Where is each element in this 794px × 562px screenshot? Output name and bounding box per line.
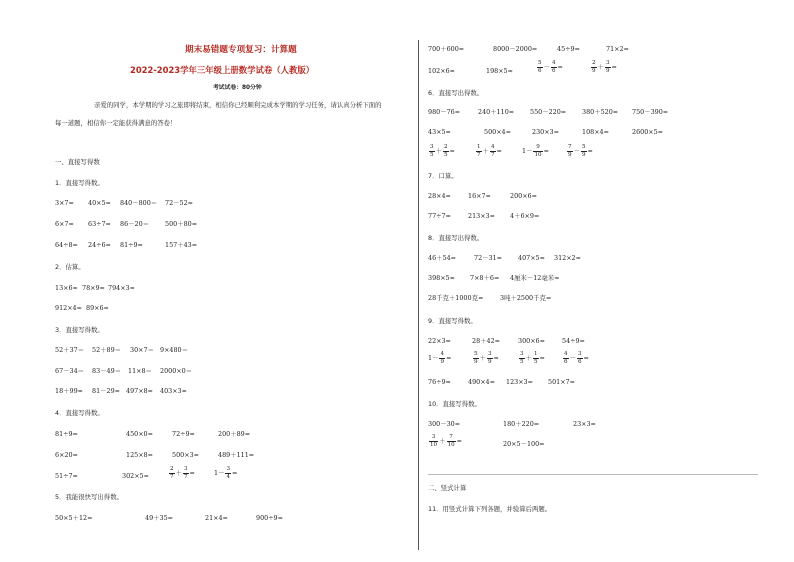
q8-r1c3: 407×5≈ [518, 254, 545, 262]
q6-frac3: 1－ $\frac{9}{10}$ = [522, 144, 549, 158]
q9-r3c4: 501×7= [548, 378, 575, 386]
q4-r1c3: 72÷9= [172, 430, 195, 438]
q2-r1c2: 78×9≈ [82, 284, 105, 292]
q8-heading: 8．直接写出得数。 [428, 234, 484, 242]
column-divider [418, 40, 419, 550]
q3-r3c2: 81－29≈ [92, 387, 121, 395]
q6-r1c1: 980－76= [428, 108, 461, 116]
q9-heading: 9．直接写得数。 [428, 317, 477, 325]
page-title: 期末易错题专项复习：计算题 [185, 45, 297, 55]
q9-r1c1: 22×3= [428, 337, 451, 345]
q9-frac1: 1－ $\frac{4}{9}$ = [428, 351, 452, 365]
q4-r2c3: 500×3= [172, 451, 199, 459]
exam-time: 考试试卷：80分钟 [213, 85, 262, 91]
q8-r2c2: 7×8＋6= [470, 274, 500, 282]
q1-r3c1: 64÷8= [55, 241, 78, 249]
q2-r1c3: 794×3≈ [108, 284, 135, 292]
q11-heading: 11．用竖式计算下列各题，并验算后两题。 [428, 505, 552, 513]
q6-r2c1: 43×5= [428, 128, 451, 136]
q9-r1c2: 28＋42= [472, 337, 501, 345]
q9-frac4: $\frac{4}{6}$ － $\frac{3}{6}$ = [564, 351, 589, 365]
top-r1c4: 71×2= [606, 45, 629, 53]
q10-r2c2: 20×5－100= [503, 440, 545, 448]
q4-r3c2: 302×5≈ [122, 472, 149, 480]
q4-frac-expr1: $\frac{2}{7}$ ＋ $\frac{3}{7}$ = [170, 466, 195, 480]
q4-r2c4: 489＋111= [218, 451, 255, 459]
q3-r1c1: 52＋37＝ [55, 346, 85, 354]
intro-line2: 每一道题，相信你一定能获得满意的答卷！ [55, 119, 177, 127]
q7-r2c2: 213×3= [468, 212, 495, 220]
part2-heading: 二、竖式计算 [428, 484, 467, 492]
q4-r2c1: 6×20= [55, 451, 78, 459]
section-rule [428, 474, 758, 475]
q8-r3c2: 3吨＋2500千克= [500, 294, 552, 302]
q1-r2c1: 6×7= [55, 220, 74, 228]
q5-r1c1: 50×5＋12= [55, 514, 93, 522]
q1-r2c3: 86－20＝ [120, 220, 150, 228]
q6-r2c2: 500×4= [484, 128, 511, 136]
q1-r3c4: 157＋43= [165, 241, 198, 249]
q5-r1c3: 21×4= [205, 514, 228, 522]
q1-r1c2: 40×5= [88, 199, 111, 207]
q5-r1c2: 49＋35= [145, 514, 174, 522]
q10-frac1: $\frac{3}{10}$ ＋ $\frac{7}{10}$ = [430, 434, 462, 448]
q7-r1c3: 200×6= [510, 192, 537, 200]
q1-r2c4: 500＋80= [165, 220, 198, 228]
q8-r1c4: 312×2≈ [554, 254, 581, 262]
q4-r3c1: 51÷7= [55, 472, 78, 480]
q6-r2c3: 230×3= [532, 128, 559, 136]
q6-r1c3: 550－220= [530, 108, 567, 116]
q8-r2c3: 4厘米－12毫米= [510, 274, 560, 282]
q6-r2c5: 2600×5= [632, 128, 664, 136]
q9-r3c2: 490×4= [468, 378, 495, 386]
q3-r1c4: 9×480＝ [160, 346, 189, 354]
q1-r1c4: 72－52= [165, 199, 194, 207]
q7-r2c3: 4＋6×9= [510, 212, 540, 220]
q4-r1c2: 450×0= [126, 430, 153, 438]
q4-r1c4: 200＋89= [218, 430, 251, 438]
intro-line1: 亲爱的同学，本学期的学习之旅即将结束，相信你已经顺利完成本学期的学习任务，请认真分析下面的 [94, 101, 382, 109]
q2-r2c1: 912×4≈ [55, 304, 82, 312]
q7-r1c2: 16×7= [468, 192, 491, 200]
q10-r1c3: 23×3= [573, 420, 596, 428]
q3-r2c4: 2000×0＝ [160, 367, 193, 375]
top-r2c1: 102×6≈ [428, 67, 455, 75]
q3-r2c3: 11×8＝ [128, 367, 152, 375]
q7-heading: 7．口算。 [428, 172, 458, 180]
q4-r2c2: 125×8= [126, 451, 153, 459]
q3-heading: 3．直接写得数。 [55, 326, 104, 334]
q10-r1c1: 300－30= [428, 420, 461, 428]
q6-r2c4: 108×4= [582, 128, 609, 136]
q1-r2c2: 63÷7= [88, 220, 111, 228]
q3-r2c2: 83－49＝ [92, 367, 122, 375]
q3-r3c1: 18＋99≈ [55, 387, 84, 395]
q3-r1c3: 30×7＝ [130, 346, 154, 354]
q10-r1c2: 180＋220= [503, 420, 540, 428]
q2-r2c2: 89×6≈ [86, 304, 109, 312]
q9-r1c4: 54÷9= [562, 337, 585, 345]
q3-r3c4: 403×3≈ [160, 387, 187, 395]
q7-r1c1: 28×4= [428, 192, 451, 200]
q7-r2c1: 77÷7= [428, 212, 451, 220]
q8-r1c2: 72－31= [474, 254, 503, 262]
q5-heading: 5．我能很快写出得数。 [55, 493, 123, 501]
q8-r3c1: 28千克＋1000克= [428, 294, 484, 302]
q1-r1c1: 3×7= [55, 199, 74, 207]
q6-r1c4: 380＋520= [582, 108, 619, 116]
q6-r1c5: 750－390= [632, 108, 669, 116]
top-r1c2: 8000－2000= [493, 45, 538, 53]
q3-r1c2: 52＋89＝ [92, 346, 122, 354]
q6-frac2: $\frac{1}{7}$ ＋ $\frac{4}{7}$ = [477, 144, 502, 158]
q9-r1c3: 300×6= [518, 337, 545, 345]
part1-heading: 一、直接写得数 [55, 158, 100, 166]
q5-r1c4: 900÷9= [256, 514, 283, 522]
q6-frac1: $\frac{3}{5}$ ＋ $\frac{2}{5}$ = [430, 144, 455, 158]
top-frac2: $\frac{2}{9}$ ＋ $\frac{3}{9}$ = [592, 60, 617, 74]
top-r1c1: 700＋600= [428, 45, 465, 53]
q1-r1c3: 840－800＝ [120, 199, 158, 207]
page-subtitle: 2022-2023学年三年级上册数学试卷（人教版） [130, 65, 315, 75]
q6-frac4: $\frac{7}{9}$ － $\frac{5}{9}$ = [568, 144, 593, 158]
q2-heading: 2．估算。 [55, 263, 85, 271]
top-r2c2: 198×5≈ [486, 67, 513, 75]
q2-r1c1: 13×6≈ [55, 284, 78, 292]
q4-r1c1: 81÷9= [55, 430, 78, 438]
q1-r3c3: 81÷9= [120, 241, 143, 249]
q4-heading: 4．直接写得数。 [55, 409, 104, 417]
q10-heading: 10．直接写得数。 [428, 400, 481, 408]
q3-r3c3: 497×8≈ [126, 387, 153, 395]
q3-r2c1: 67－34＝ [55, 367, 85, 375]
top-frac1: $\frac{5}{6}$ － $\frac{4}{6}$ = [538, 60, 563, 74]
top-r1c3: 45÷9= [557, 45, 580, 53]
q9-r3c3: 123×3= [506, 378, 533, 386]
q6-heading: 6．直接写出得数。 [428, 89, 484, 97]
q6-r1c2: 240＋110= [478, 108, 515, 116]
q1-heading: 1．直接写得数。 [55, 179, 104, 187]
q4-frac-expr2: 1－ $\frac{3}{4}$ = [214, 466, 238, 480]
q8-r1c1: 46＋54= [428, 254, 457, 262]
q8-r2c1: 398×5≈ [428, 274, 455, 282]
q9-frac3: $\frac{3}{5}$ ＋ $\frac{1}{5}$ = [520, 351, 545, 365]
q9-r3c1: 76÷9= [428, 378, 451, 386]
q9-frac2: $\frac{5}{9}$ ＋ $\frac{3}{9}$ = [474, 351, 499, 365]
q1-r3c2: 24÷6= [88, 241, 111, 249]
